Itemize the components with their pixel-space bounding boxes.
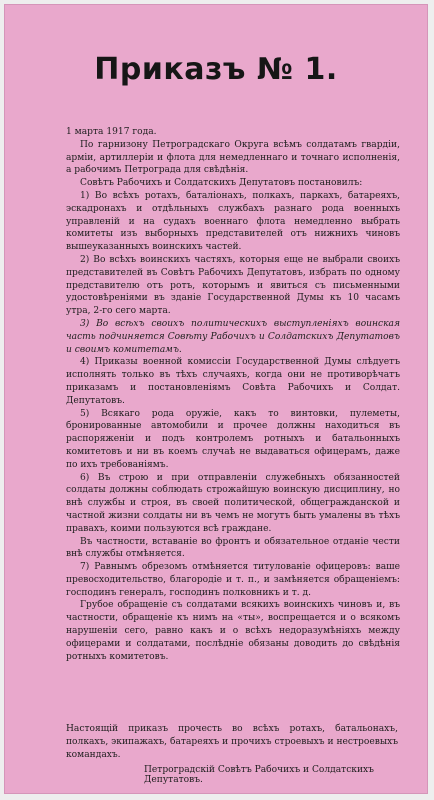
paragraph-6: 4) Приказы военной комиссіи Государственной Думы слѣдуетъ исполнять только въ тѣхъ случаяхъ, когда они не противорѣчатъ приказамъ и постановленіямъ Совѣта Рабочихъ и Солдат. Депутатовъ.	[66, 357, 400, 406]
signature: Петроградскій Совѣтъ Рабочихъ и Солдатскихъ Депутатовъ.	[144, 765, 374, 785]
paragraph-10: 7) Равнымъ обрезомъ отмѣняется титулованіе офицеровъ: ваше превосходительство, благородіе и т. п., и замѣняется обращеніемъ: господинъ генералъ, господинъ полковникъ и т. д.	[66, 562, 400, 598]
document-page	[4, 4, 428, 794]
paragraph-11: Грубое обращеніе съ солдатами всякихъ воинскихъ чиновъ и, въ частности, обращеніе къ нимъ на «ты», воспрещается и о всякомъ нарушеніи сего, равно какъ и о всѣхъ недоразумѣніяхъ между офицерами и солдатами, послѣдніе обязаны доводить до свѣдѣнія ротныхъ комитетовъ.	[66, 600, 400, 662]
paragraph-8: 6) Въ строю и при отправленіи служебныхъ обязанностей солдаты должны соблюдать строжайшую воинскую дисциплину, но внѣ службы и строя, въ своей политической, общегражданской и частной жизни солдаты ни въ чемъ не могутъ быть умалены въ тѣхъ правахъ, коими пользуются всѣ граждане.	[66, 472, 400, 534]
paragraph-5: 3) Во всѣхъ своихъ политическихъ выступленіяхъ воинская часть подчиняется Совѣту Рабочихъ и Солдатскихъ Депутатовъ и своимъ комитетамъ.	[66, 318, 400, 355]
paragraph-2: Совѣтъ Рабочихъ и Солдатскихъ Депутатовъ постановилъ:	[80, 178, 363, 189]
paragraph-9: Въ частности, вставаніе во фронтъ и обязательное отданіе чести внѣ службы отмѣняется.	[66, 536, 400, 560]
document-body	[66, 126, 400, 663]
paragraph-4: 2) Во всѣхъ воинскихъ частяхъ, которыя еще не выбрали своихъ представителей въ Совѣтъ Рабочихъ Депутатовъ, избрать по одному представителю отъ ротъ, которымъ и явиться съ письменными удостовѣреніями въ зданіе Государственной Думы къ 10 часамъ утра, 2-го сего марта.	[66, 254, 400, 317]
paragraph-7: 5) Всякаго рода оружіе, какъ то винтовки, пулеметы, бронированные автомобили и прочее должны находиться въ распоряженіи и подъ контролемъ ротныхъ и батальонныхъ комитетовъ и ни въ коемъ случаѣ не выдаваться офицерамъ, даже по ихъ требованіямъ.	[66, 408, 400, 470]
footer-note: Настоящій приказъ прочесть во всѣхъ ротахъ, батальонахъ, полкахъ, экипажахъ, батареяхъ и прочихъ строевыхъ и нестроевыхъ командахъ.	[66, 724, 398, 760]
paragraph-3: 1) Во всѣхъ ротахъ, баталіонахъ, полкахъ, паркахъ, батареяхъ, эскадронахъ и отдѣльныхъ службахъ разнаго рода военныхъ управленій и на судахъ военнаго флота немедленно выбрать комитеты изъ выборныхъ представителей отъ нижнихъ чиновъ вышеуказанныхъ воинскихъ частей.	[66, 190, 400, 253]
document-title: Приказъ № 1.	[94, 52, 338, 87]
paragraph-1: По гарнизону Петроградскаго Округа всѣмъ солдатамъ гвардіи, арміи, артиллеріи и флота для немедленнаго и точнаго исполненія, а рабочимъ Петрограда для свѣдѣнія.	[66, 139, 400, 176]
date-line: 1 марта 1917 года.	[66, 127, 157, 137]
